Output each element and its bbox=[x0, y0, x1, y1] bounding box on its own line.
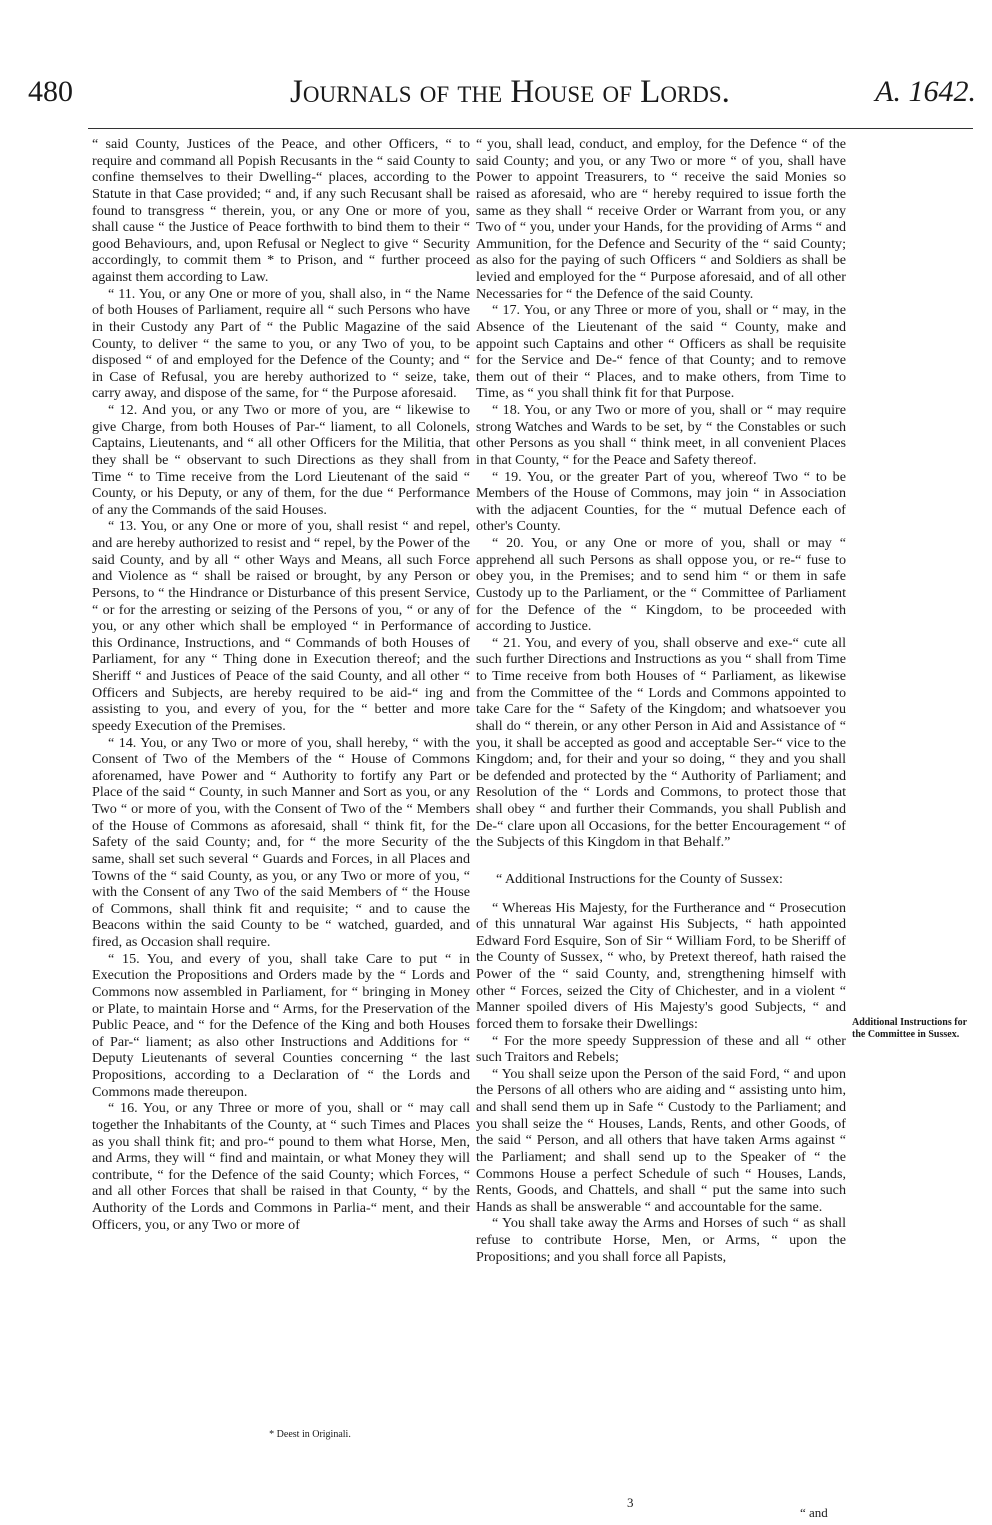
paragraph: “ 16. You, or any Three or more of you, shall or “ may call together the Inhabitants of the County, at “ such Times and Places as you shall think fit; and pro-“ pound to them what Horse, Men, and Arms, they will “ find and maintain, or what Money they will contribute, “ for the Defence of the said County; which Forces, “ and all other Forces that shall be raised in that County, “ by the Authority of the Lords and Commons in Parlia-“ ment, and their Officers, you, or any Two or more of bbox=[92, 1100, 470, 1233]
paragraph: “ 21. You, and every of you, shall observe and exe-“ cute all such further Directions and Instructions as you “ shall from Time to Time receive from both Houses of “ Parliament, as likewise from the Committee of the “ Lords and Commons appointed to take Care for the “ Safety of the Kingdom; and whatsoever you shall do “ therein, or any other Person in Aid and Assistance of “ you, it shall be accepted as good and acceptable Ser-“ vice to the Kingdom; and, for their and your so doing, “ they and you shall be defended and protected by the “ Authority of Parliament; and Resolution of the “ Lords and Commons, to protect those that shall obey “ and further their Commands, you shall Publish and De-“ clare upon all Occasions, for the better Encouragement “ of the Subjects of this Kingdom in that Behalf.” bbox=[476, 634, 846, 851]
paragraph: “ You shall seize upon the Person of the said Ford, “ and upon the Persons of all others who are aiding and “ assisting unto him, and shall send them up in Safe “ Custody to the Parliament; and you shall seize the “ Houses, Lands, Rents, and other Goods, of the said “ Person, and all others that have taken Arms against “ the Parliament; and shall send up to the Speaker of “ the Commons House a perfect Schedule of such “ Houses, Lands, Rents, Goods, and Chattels, and shall “ put the same into such Hands as shall be answerable “ and accountable for the same. bbox=[476, 1065, 846, 1215]
catchword: “ and bbox=[800, 1505, 828, 1520]
paragraph: “ 14. You, or any Two or more of you, shall hereby, “ with the Consent of Two of the Members of the “ House of Commons aforenamed, have Power and “ Authority to fortify any Part or Place of the said “ County, in such Manner and Sort as you, or any Two “ or more of you, with the Consent of Two of the “ Members of the House of Commons as aforesaid, shall “ think fit, for the Safety of the said County; and, for “ the more Security of the same, shall set such several “ Guards and Forces, in all Places and Towns of the “ said County, as you, or any Two or more of you, “ with the Consent of any Two of the said Members of “ the House of Commons, shall think fit and requisite; “ and to cause the Beacons within the said County to be “ watched, guarded, and fired, as Occasion shall require. bbox=[92, 734, 470, 950]
section-heading: “ Additional Instructions for the County of Sussex: bbox=[496, 870, 783, 887]
left-column bbox=[92, 136, 470, 1233]
marginal-note: Additional Instructions for the Committee in Sussex. bbox=[852, 1017, 967, 1040]
paragraph: “ 17. You, or any Three or more of you, shall or “ may, in the Absence of the Lieutenant of the said “ County, make and appoint such Captains and other “ Officers as shall be requisite for the Service and De-“ fence of that County; and to remove them out of their “ Places, and to make others, from Time to Time, as “ you shall think fit for that Purpose. bbox=[476, 302, 846, 402]
paragraph: “ 11. You, or any One or more of you, shall also, in “ the Name of both Houses of Parliament, require all “ such Persons who have in their Custody any Part of “ the Public Magazine of the said County, to deliver “ the same to you, or any Two of you, to be disposed “ of and employed for the Defence of the County; and “ in Case of Refusal, you are hereby authorized to “ seize, take, carry away, and dispose of the same, for “ the Purpose aforesaid. bbox=[92, 285, 470, 402]
page-number: 480 bbox=[28, 75, 73, 108]
paragraph: “ 13. You, or any One or more of you, shall resist “ and repel, and are hereby authorized to resist and “ repel, by the Power of the said County, and by all “ other Ways and Means, all such Force and Violence as “ shall be raised or brought, by any Person or Persons, to “ the Hindrance or Disturbance of this present Service, “ or for the arresting or seizing of the Persons of you, “ or any of you, or any other which shall be employed “ in Performance of this Ordinance, Instructions, and “ Commands of both Houses of Parliament, for any “ Thing done in Execution thereof; and the Sheriff “ and Justices of Peace of the said County, and all other “ Officers and Subjects, are hereby required to be aid-“ ing and assisting to you, and every of you, for the “ better and more speedy Execution of the Premises. bbox=[92, 518, 470, 734]
paragraph: “ 18. You, or any Two or more of you, shall or “ may require strong Watches and Wards to be set, by “ the Constables or such other Persons as you shall “ think meet, in all convenient Places in that County, “ for the Peace and Safety thereof. bbox=[476, 402, 846, 468]
signature-mark: 3 bbox=[627, 1495, 634, 1510]
header-rule bbox=[88, 128, 973, 129]
paragraph: “ For the more speedy Suppression of these and all “ other such Traitors and Rebels; bbox=[476, 1032, 846, 1066]
paragraph: “ 20. You, or any One or more of you, shall or may “ apprehend all such Persons as shall oppose you, or re-“ fuse to obey you, in the Premises; and to send him “ or them in safe Custody up to the Parliament, or the “ Committee of Parliament for the Defence of the “ Kingdom, to be proceeded with according to Justice. bbox=[476, 535, 846, 635]
paragraph: “ 19. You, or the greater Part of you, whereof Two “ to be Members of the House of Commons, may join “ in Association with the adjacent Counties, for the “ mutual Defence each of other's County. bbox=[476, 468, 846, 535]
right-column bbox=[476, 136, 846, 1265]
footnote: * Deest in Originali. bbox=[269, 1429, 351, 1440]
paragraph: “ You shall take away the Arms and Horses of such “ as shall refuse to contribute Horse, Men, or Arms, “ upon the Propositions; and you shall force all Papists, bbox=[476, 1215, 846, 1265]
paragraph: “ 15. You, and every of you, shall take Care to put “ in Execution the Propositions and Orders made by the “ Lords and Commons now assembled in Parliament, for “ bringing in Money or Plate, to maintain Horse and “ Arms, for the Preservation of the Public Peace, and “ for the Defence of the King and both Houses of Par-“ liament; as also other Instructions and Additions for “ Deputy Lieutenants of several Counties concerning “ the last Propositions, according to a Declaration of “ the Lords and Commons made thereupon. bbox=[92, 950, 470, 1100]
running-head: Journals of the House of Lords. bbox=[290, 74, 730, 110]
page-header bbox=[0, 72, 992, 122]
paragraph: “ 12. And you, or any Two or more of you, are “ likewise to give Charge, from both Houses of Par-“ liament, to all Colonels, Captains, Lieutenants, and “ all other Officers for the Militia, that they shall be “ observant to such Directions as they shall from Time “ to Time receive from the Lord Lieutenant of the said “ County, or his Deputy, or any of them, for the due “ Performance of any the Commands of the said Houses. bbox=[92, 402, 470, 518]
paragraph: “ Whereas His Majesty, for the Furtherance and “ Prosecution of this unnatural War against His Subjects, “ hath appointed Edward Ford Esquire, Son of Sir “ William Ford, to be Sheriff of the County of Sussex, “ who, by Pretext thereof, hath raised the Power of the “ said County, and, strengthening himself with other “ Forces, seized the City of Chichester, and in a violent “ Manner spoiled divers of His Majesty's good Subjects, “ and forced them to forsake their Dwellings: bbox=[476, 899, 846, 1032]
paragraph: “ said County, Justices of the Peace, and other Officers, “ to require and command all Popish Recusants in the “ said County to confine themselves to their Dwelling-“ places, according to the Statute in that Case provided; “ and, if any such Recusant shall be found to transgress “ therein, you, or any One or more of you, shall cause “ the Justice of Peace forthwith to bind them to their “ good Behaviours, and, upon Refusal or Neglect to give “ Security accordingly, to commit them * to Prison, and “ further proceed against them according to Law. bbox=[92, 136, 470, 285]
year-label: A. 1642. bbox=[875, 75, 976, 108]
paragraph: “ you, shall lead, conduct, and employ, for the Defence “ of the said County; and you, or any Two or more “ of you, shall have Power to appoint Treasurers, to “ receive the said Monies so raised as aforesaid, who are “ hereby required to issue forth the same as they shall “ receive Order or Warrant from you, or any Two of “ you, under your Hands, for the providing of Arms “ and Ammunition, for the Defence and Security of the “ said County; as also for the paying of such Officers “ and Soldiers as shall be levied and employed for the “ Purpose aforesaid, and of all other Necessaries for “ the Defence of the said County. bbox=[476, 136, 846, 302]
